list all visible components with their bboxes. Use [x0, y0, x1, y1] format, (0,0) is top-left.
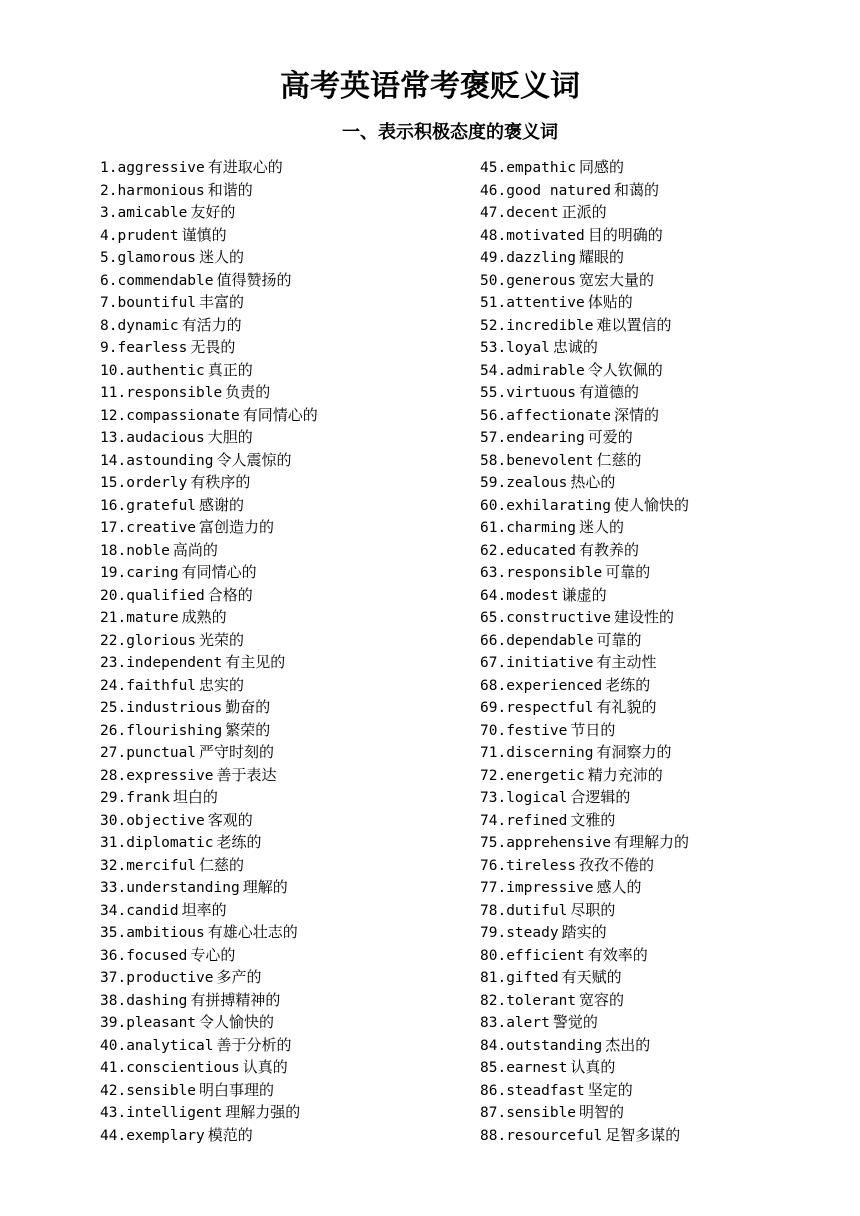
chinese-meaning: 同感的	[579, 158, 625, 176]
english-word: 8.dynamic	[100, 317, 179, 334]
chinese-meaning: 合逻辑的	[570, 788, 631, 806]
vocab-entry	[100, 966, 470, 989]
vocab-entry	[100, 629, 470, 652]
chinese-meaning: 高尚的	[172, 540, 218, 559]
chinese-meaning: 有活力的	[181, 315, 242, 334]
chinese-meaning: 尽职的	[570, 900, 616, 919]
chinese-meaning: 可爱的	[587, 428, 633, 446]
english-word: 6.commendable	[100, 272, 214, 289]
english-word: 62.educated	[480, 542, 577, 559]
english-word: 73.logical	[480, 790, 568, 806]
chinese-meaning: 善于表达	[216, 765, 277, 784]
chinese-meaning: 负责的	[225, 383, 271, 401]
chinese-meaning: 深情的	[613, 405, 659, 424]
english-word: 17.creative	[100, 520, 197, 536]
vocab-entry	[100, 854, 470, 877]
chinese-meaning: 仁慈的	[596, 450, 642, 469]
vocab-entry	[100, 674, 470, 697]
english-word: 85.earnest	[480, 1060, 568, 1076]
chinese-meaning: 有主见的	[225, 653, 286, 671]
english-word: 36.focused	[100, 947, 188, 964]
chinese-meaning: 有天赋的	[561, 968, 622, 986]
chinese-meaning: 令人震惊的	[216, 450, 292, 469]
english-word: 54.admirable	[480, 362, 585, 379]
english-word: 78.dutiful	[480, 902, 568, 919]
english-word: 67.initiative	[480, 655, 594, 671]
english-word: 84.outstanding	[480, 1037, 603, 1054]
chinese-meaning: 有雄心壮志的	[207, 923, 298, 941]
chinese-meaning: 真正的	[207, 360, 253, 379]
english-word: 12.compassionate	[100, 407, 240, 424]
chinese-meaning: 大胆的	[207, 428, 253, 446]
chinese-meaning: 和谐的	[207, 180, 253, 199]
chinese-meaning: 可靠的	[605, 563, 651, 581]
english-word: 80.efficient	[480, 947, 585, 964]
vocab-entry	[480, 741, 850, 764]
english-word: 11.responsible	[100, 385, 223, 401]
chinese-meaning: 无畏的	[190, 338, 236, 356]
english-word: 47.decent	[480, 205, 559, 221]
vocab-entry	[480, 336, 850, 359]
english-word: 83.alert	[480, 1015, 550, 1031]
vocab-entry	[480, 629, 850, 652]
english-word: 56.affectionate	[480, 407, 611, 424]
english-word: 87.sensible	[480, 1105, 577, 1121]
chinese-meaning: 谨慎的	[181, 225, 227, 244]
chinese-meaning: 严守时刻的	[199, 743, 275, 761]
english-word: 63.responsible	[480, 565, 603, 581]
vocab-entry	[480, 1011, 850, 1034]
vocab-entry	[100, 426, 470, 449]
vocab-entry	[480, 696, 850, 719]
vocab-entry	[480, 786, 850, 809]
chinese-meaning: 合格的	[207, 585, 253, 604]
english-word: 18.noble	[100, 542, 170, 559]
english-word: 35.ambitious	[100, 925, 205, 941]
vocab-entry	[100, 719, 470, 742]
english-word: 5.glamorous	[100, 250, 197, 266]
chinese-meaning: 精力充沛的	[587, 765, 663, 784]
chinese-meaning: 丰富的	[199, 293, 245, 311]
chinese-meaning: 光荣的	[199, 630, 245, 649]
english-word: 77.impressive	[480, 880, 594, 896]
chinese-meaning: 感人的	[596, 878, 642, 896]
vocab-entry	[100, 201, 470, 224]
vocab-entry	[480, 201, 850, 224]
chinese-meaning: 理解的	[242, 878, 288, 896]
vocab-entry	[100, 291, 470, 314]
english-word: 2.harmonious	[100, 182, 205, 199]
vocab-entry	[100, 1011, 470, 1034]
section-title: 一、表示积极态度的褒义词	[342, 122, 558, 143]
vocab-entry	[480, 291, 850, 314]
english-word: 13.audacious	[100, 430, 205, 446]
vocab-entry	[100, 876, 470, 899]
english-word: 81.gifted	[480, 970, 559, 986]
chinese-meaning: 文雅的	[570, 810, 616, 829]
english-word: 51.attentive	[480, 295, 585, 311]
chinese-meaning: 客观的	[207, 810, 253, 829]
chinese-meaning: 理解力强的	[225, 1103, 301, 1121]
chinese-meaning: 足智多谋的	[605, 1125, 681, 1144]
english-word: 57.endearing	[480, 430, 585, 446]
vocab-entry	[480, 854, 850, 877]
english-word: 52.incredible	[480, 317, 594, 334]
chinese-meaning: 忠实的	[199, 675, 245, 694]
chinese-meaning: 老练的	[605, 675, 651, 694]
vocab-entry	[480, 381, 850, 404]
english-word: 20.qualified	[100, 587, 205, 604]
vocab-entry	[480, 246, 850, 269]
vocab-entry	[100, 1101, 470, 1124]
vocab-entry	[100, 156, 470, 179]
chinese-meaning: 热心的	[570, 473, 616, 491]
english-word: 24.faithful	[100, 677, 197, 694]
english-word: 50.generous	[480, 272, 577, 289]
vocab-entry	[100, 786, 470, 809]
vocab-entry	[100, 359, 470, 382]
vocab-entry	[480, 944, 850, 967]
chinese-meaning: 明智的	[579, 1103, 625, 1121]
english-word: 33.understanding	[100, 880, 240, 896]
english-word: 88.resourceful	[480, 1127, 603, 1144]
english-word: 16.grateful	[100, 497, 197, 514]
english-word: 59.zealous	[480, 475, 568, 491]
vocab-entry	[480, 921, 850, 944]
chinese-meaning: 有同情心的	[242, 405, 318, 424]
english-word: 44.exemplary	[100, 1127, 205, 1144]
chinese-meaning: 有拼搏精神的	[190, 990, 281, 1009]
english-word: 38.dashing	[100, 992, 188, 1009]
chinese-meaning: 友好的	[190, 203, 236, 221]
chinese-meaning: 节日的	[570, 720, 616, 739]
vocab-entry	[100, 989, 470, 1012]
english-word: 43.intelligent	[100, 1105, 223, 1121]
vocab-entry	[100, 1034, 470, 1057]
vocab-entry	[480, 674, 850, 697]
english-word: 82.tolerant	[480, 992, 577, 1009]
english-word: 31.diplomatic	[100, 835, 214, 851]
english-word: 58.benevolent	[480, 452, 594, 469]
english-word: 4.prudent	[100, 227, 179, 244]
chinese-meaning: 宽宏大量的	[579, 270, 655, 289]
vocab-entry	[100, 336, 470, 359]
vocab-entry	[100, 899, 470, 922]
english-word: 46.good natured	[480, 182, 611, 199]
chinese-meaning: 有进取心的	[207, 158, 283, 176]
english-word: 66.dependable	[480, 632, 594, 649]
chinese-meaning: 老练的	[216, 833, 262, 851]
chinese-meaning: 踏实的	[561, 923, 607, 941]
vocab-entry	[100, 606, 470, 629]
english-word: 69.respectful	[480, 700, 594, 716]
english-word: 28.expressive	[100, 767, 214, 784]
english-word: 48.motivated	[480, 227, 585, 244]
vocab-entry	[100, 764, 470, 787]
english-word: 32.merciful	[100, 857, 197, 874]
chinese-meaning: 有礼貌的	[596, 698, 657, 716]
vocab-entry	[480, 584, 850, 607]
vocab-entry	[480, 831, 850, 854]
english-word: 25.industrious	[100, 700, 223, 716]
english-word: 39.pleasant	[100, 1015, 197, 1031]
chinese-meaning: 目的明确的	[587, 225, 663, 244]
right-vocab-list	[480, 156, 850, 1146]
english-word: 55.virtuous	[480, 385, 577, 401]
vocab-entry	[480, 449, 850, 472]
vocab-entry	[480, 876, 850, 899]
english-word: 61.charming	[480, 520, 577, 536]
chinese-meaning: 感谢的	[199, 495, 245, 514]
english-word: 86.steadfast	[480, 1082, 585, 1099]
vocab-entry	[480, 1079, 850, 1102]
chinese-meaning: 成熟的	[181, 608, 227, 626]
vocab-entry	[480, 156, 850, 179]
english-word: 65.constructive	[480, 610, 611, 626]
vocab-entry	[100, 449, 470, 472]
chinese-meaning: 孜孜不倦的	[579, 855, 655, 874]
chinese-meaning: 有理解力的	[613, 833, 689, 851]
english-word: 41.conscientious	[100, 1060, 240, 1076]
vocab-entry	[480, 809, 850, 832]
chinese-meaning: 认真的	[570, 1058, 616, 1076]
vocab-entry	[480, 561, 850, 584]
chinese-meaning: 迷人的	[579, 518, 625, 536]
english-word: 29.frank	[100, 790, 170, 806]
english-word: 37.productive	[100, 970, 214, 986]
english-word: 70.festive	[480, 722, 568, 739]
vocab-entry	[480, 764, 850, 787]
english-word: 26.flourishing	[100, 722, 223, 739]
vocab-entry	[100, 269, 470, 292]
vocab-entry	[480, 1034, 850, 1057]
vocab-entry	[480, 269, 850, 292]
chinese-meaning: 正派的	[561, 203, 607, 221]
chinese-meaning: 有教养的	[579, 540, 640, 559]
left-vocab-list	[100, 156, 470, 1146]
english-word: 3.amicable	[100, 205, 188, 221]
vocab-entry	[480, 719, 850, 742]
vocab-entry	[100, 921, 470, 944]
english-word: 30.objective	[100, 812, 205, 829]
chinese-meaning: 坚定的	[587, 1080, 633, 1099]
chinese-meaning: 忠诚的	[552, 338, 598, 356]
chinese-meaning: 迷人的	[199, 248, 245, 266]
english-word: 7.bountiful	[100, 295, 197, 311]
vocab-entry	[100, 1124, 470, 1147]
vocab-entry	[480, 224, 850, 247]
english-word: 40.analytical	[100, 1037, 214, 1054]
chinese-meaning: 值得赞扬的	[216, 270, 292, 289]
vocab-entry	[480, 179, 850, 202]
english-word: 23.independent	[100, 655, 223, 671]
english-word: 1.aggressive	[100, 160, 205, 176]
vocab-entry	[480, 1056, 850, 1079]
vocab-entry	[100, 516, 470, 539]
english-word: 10.authentic	[100, 362, 205, 379]
chinese-meaning: 仁慈的	[199, 855, 245, 874]
vocab-entry	[480, 471, 850, 494]
vocab-entry	[100, 224, 470, 247]
vocab-entry	[480, 516, 850, 539]
english-word: 75.apprehensive	[480, 835, 611, 851]
chinese-meaning: 杰出的	[605, 1035, 651, 1054]
vocab-entry	[480, 989, 850, 1012]
english-word: 49.dazzling	[480, 250, 577, 266]
vocab-entry	[480, 1101, 850, 1124]
chinese-meaning: 使人愉快的	[613, 495, 689, 514]
vocab-entry	[100, 696, 470, 719]
vocab-entry	[100, 651, 470, 674]
vocab-entry	[480, 606, 850, 629]
chinese-meaning: 专心的	[190, 945, 236, 964]
chinese-meaning: 建设性的	[613, 608, 674, 626]
vocab-entry	[100, 404, 470, 427]
chinese-meaning: 有同情心的	[181, 563, 257, 581]
vocab-entry	[100, 246, 470, 269]
chinese-meaning: 繁荣的	[225, 720, 271, 739]
vocab-entry	[480, 539, 850, 562]
english-word: 79.steady	[480, 925, 559, 941]
chinese-meaning: 有秩序的	[190, 473, 251, 491]
english-word: 68.experienced	[480, 677, 603, 694]
chinese-meaning: 坦率的	[181, 900, 227, 919]
english-word: 15.orderly	[100, 475, 188, 491]
chinese-meaning: 耀眼的	[579, 248, 625, 266]
chinese-meaning: 宽容的	[579, 990, 625, 1009]
chinese-meaning: 令人愉快的	[199, 1013, 275, 1031]
chinese-meaning: 令人钦佩的	[587, 360, 663, 379]
english-word: 9.fearless	[100, 340, 188, 356]
english-word: 64.modest	[480, 587, 559, 604]
chinese-meaning: 谦虚的	[561, 585, 607, 604]
vocab-entry	[480, 899, 850, 922]
vocab-entry	[100, 314, 470, 337]
vocab-entry	[480, 651, 850, 674]
vocab-entry	[100, 381, 470, 404]
vocab-entry	[480, 314, 850, 337]
vocab-entry	[100, 494, 470, 517]
english-word: 74.refined	[480, 812, 568, 829]
chinese-meaning: 勤奋的	[225, 698, 271, 716]
vocab-entry	[480, 1124, 850, 1147]
english-word: 22.glorious	[100, 632, 197, 649]
english-word: 21.mature	[100, 610, 179, 626]
chinese-meaning: 警觉的	[552, 1013, 598, 1031]
english-word: 71.discerning	[480, 745, 594, 761]
chinese-meaning: 明白事理的	[199, 1080, 275, 1099]
chinese-meaning: 难以置信的	[596, 315, 672, 334]
chinese-meaning: 可靠的	[596, 630, 642, 649]
chinese-meaning: 有道德的	[579, 383, 640, 401]
vocab-entry	[100, 831, 470, 854]
chinese-meaning: 有洞察力的	[596, 743, 672, 761]
english-word: 45.empathic	[480, 160, 577, 176]
vocab-entry	[100, 1079, 470, 1102]
chinese-meaning: 有主动性	[596, 653, 657, 671]
vocab-entry	[480, 966, 850, 989]
vocab-entry	[100, 471, 470, 494]
english-word: 34.candid	[100, 902, 179, 919]
vocab-entry	[100, 944, 470, 967]
english-word: 60.exhilarating	[480, 497, 611, 514]
chinese-meaning: 善于分析的	[216, 1035, 292, 1054]
english-word: 27.punctual	[100, 745, 197, 761]
chinese-meaning: 模范的	[207, 1125, 253, 1144]
chinese-meaning: 坦白的	[172, 788, 218, 806]
vocab-entry	[480, 404, 850, 427]
document-title: 高考英语常考褒贬义词	[280, 69, 580, 104]
chinese-meaning: 和蔼的	[613, 180, 659, 199]
vocab-entry	[100, 179, 470, 202]
vocab-entry	[100, 584, 470, 607]
vocab-entry	[100, 1056, 470, 1079]
chinese-meaning: 多产的	[216, 968, 262, 986]
english-word: 72.energetic	[480, 767, 585, 784]
vocab-entry	[100, 539, 470, 562]
english-word: 14.astounding	[100, 452, 214, 469]
vocab-entry	[100, 561, 470, 584]
vocab-entry	[480, 494, 850, 517]
chinese-meaning: 认真的	[242, 1058, 288, 1076]
chinese-meaning: 体贴的	[587, 293, 633, 311]
english-word: 53.loyal	[480, 340, 550, 356]
vocab-entry	[480, 359, 850, 382]
vocab-entry	[100, 741, 470, 764]
english-word: 76.tireless	[480, 857, 577, 874]
chinese-meaning: 有效率的	[587, 945, 648, 964]
english-word: 42.sensible	[100, 1082, 197, 1099]
chinese-meaning: 富创造力的	[199, 518, 275, 536]
vocab-entry	[480, 426, 850, 449]
english-word: 19.caring	[100, 565, 179, 581]
vocab-entry	[100, 809, 470, 832]
